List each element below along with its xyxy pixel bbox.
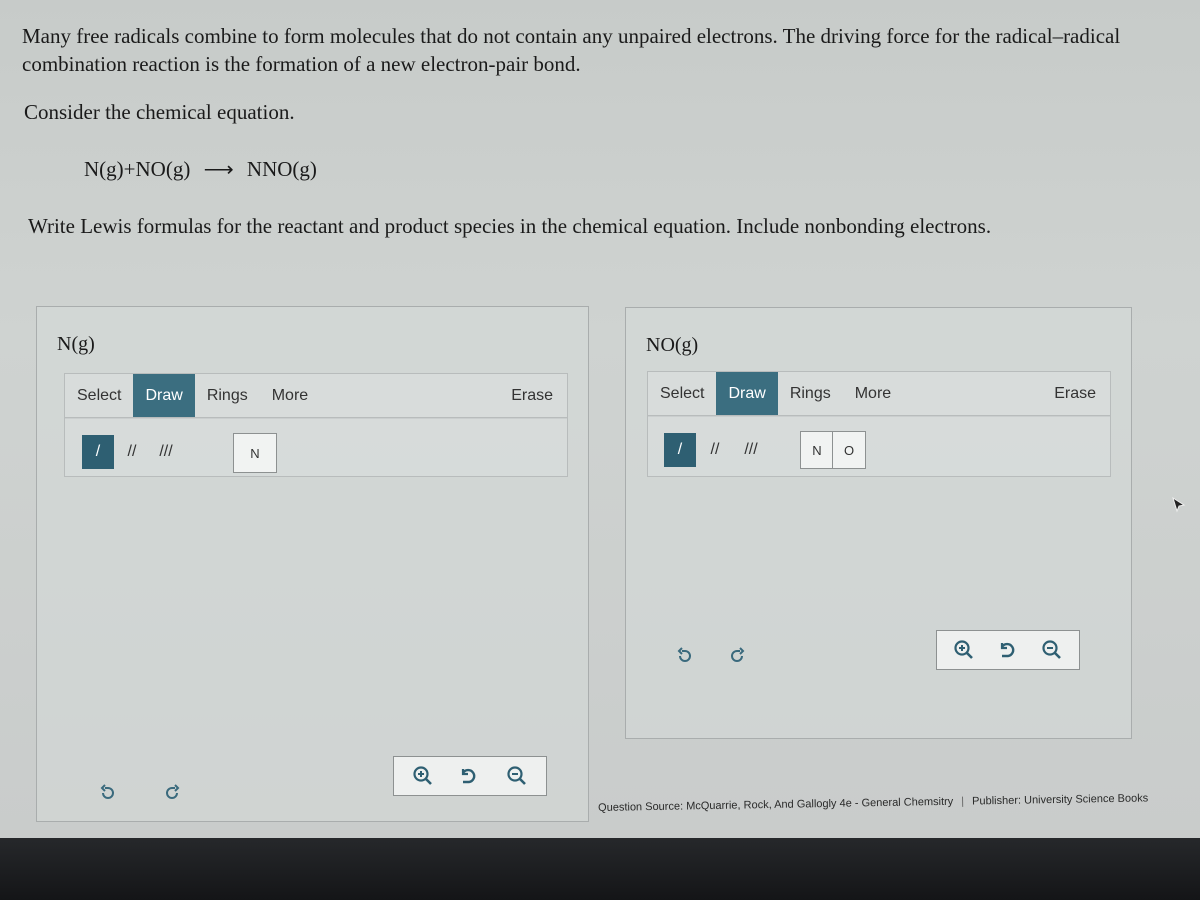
- equation-product: NNO(g): [246, 157, 317, 181]
- drawing-panel-n[interactable]: [36, 306, 589, 822]
- zoom-controls: [393, 756, 547, 796]
- zoom-in-icon: [412, 765, 434, 787]
- separator: |: [961, 795, 965, 808]
- atom-n-button[interactable]: N: [233, 433, 277, 473]
- monitor-bezel: [0, 838, 1200, 900]
- undo-button[interactable]: [93, 778, 123, 808]
- zoom-in-icon: [953, 639, 975, 661]
- single-bond-button[interactable]: /: [664, 433, 696, 467]
- atom-o-button[interactable]: O: [832, 431, 866, 469]
- double-bond-button[interactable]: //: [710, 441, 720, 458]
- chemical-equation: [84, 157, 317, 182]
- panel-title: NO(g): [646, 334, 699, 356]
- triple-bond-button[interactable]: ///: [744, 441, 758, 458]
- undo-icon: [676, 647, 694, 665]
- panel-title: N(g): [57, 333, 95, 355]
- tab-select[interactable]: Select: [77, 387, 122, 404]
- drawing-panel-no[interactable]: [625, 307, 1132, 739]
- bond-atom-row: [647, 415, 1111, 477]
- tab-draw[interactable]: Draw: [716, 372, 777, 416]
- zoom-reset-icon: [458, 765, 480, 787]
- toolbar-spacer: [903, 372, 1042, 416]
- undo-button[interactable]: [670, 641, 700, 671]
- tab-erase[interactable]: Erase: [511, 387, 553, 404]
- zoom-out-button[interactable]: [502, 761, 532, 791]
- redo-button[interactable]: [722, 641, 752, 671]
- tab-rings[interactable]: Rings: [206, 387, 248, 404]
- tab-rings[interactable]: Rings: [789, 385, 831, 402]
- zoom-in-button[interactable]: [408, 761, 438, 791]
- question-consider: Consider the chemical equation.: [24, 100, 295, 124]
- zoom-controls: [936, 630, 1080, 670]
- reaction-arrow: ⟶: [203, 157, 234, 181]
- zoom-reset-icon: [997, 639, 1019, 661]
- double-bond-button[interactable]: //: [127, 443, 137, 460]
- redo-icon: [163, 784, 181, 802]
- publisher-text: Publisher: University Science Books: [972, 792, 1149, 808]
- tab-select[interactable]: Select: [660, 385, 705, 402]
- undo-icon: [99, 784, 117, 802]
- zoom-reset-button[interactable]: [454, 761, 484, 791]
- triple-bond-button[interactable]: ///: [159, 443, 173, 460]
- single-bond-button[interactable]: /: [82, 435, 114, 469]
- question-source-footer: [598, 792, 1148, 814]
- zoom-reset-button[interactable]: [993, 635, 1023, 665]
- bond-atom-row: [64, 417, 568, 477]
- tool-tabs: [647, 371, 1111, 417]
- zoom-out-button[interactable]: [1037, 635, 1067, 665]
- redo-icon: [728, 647, 746, 665]
- tab-draw[interactable]: Draw: [133, 374, 194, 418]
- question-instruction: Write Lewis formulas for the reactant and product species in the chemical equation. Include nonbonding electrons.: [28, 214, 992, 238]
- equation-reactants: N(g)+NO(g): [84, 157, 191, 181]
- zoom-out-icon: [1041, 639, 1063, 661]
- zoom-in-button[interactable]: [949, 635, 979, 665]
- atom-n-button[interactable]: N: [800, 431, 834, 469]
- cursor-icon: [1172, 497, 1186, 513]
- tab-more[interactable]: More: [854, 385, 892, 402]
- source-text: Question Source: McQuarrie, Rock, And Gallogly 4e - General Chemsitry: [598, 795, 954, 814]
- toolbar-spacer: [320, 374, 499, 418]
- tool-tabs: [64, 373, 568, 419]
- question-intro: Many free radicals combine to form molecules that do not contain any unpaired electrons. The driving force for the radical–radical combination reaction is the formation of a new electron-pair bond.: [22, 24, 1121, 76]
- zoom-out-icon: [506, 765, 528, 787]
- redo-button[interactable]: [157, 778, 187, 808]
- tab-more[interactable]: More: [271, 387, 309, 404]
- tab-erase[interactable]: Erase: [1054, 385, 1096, 402]
